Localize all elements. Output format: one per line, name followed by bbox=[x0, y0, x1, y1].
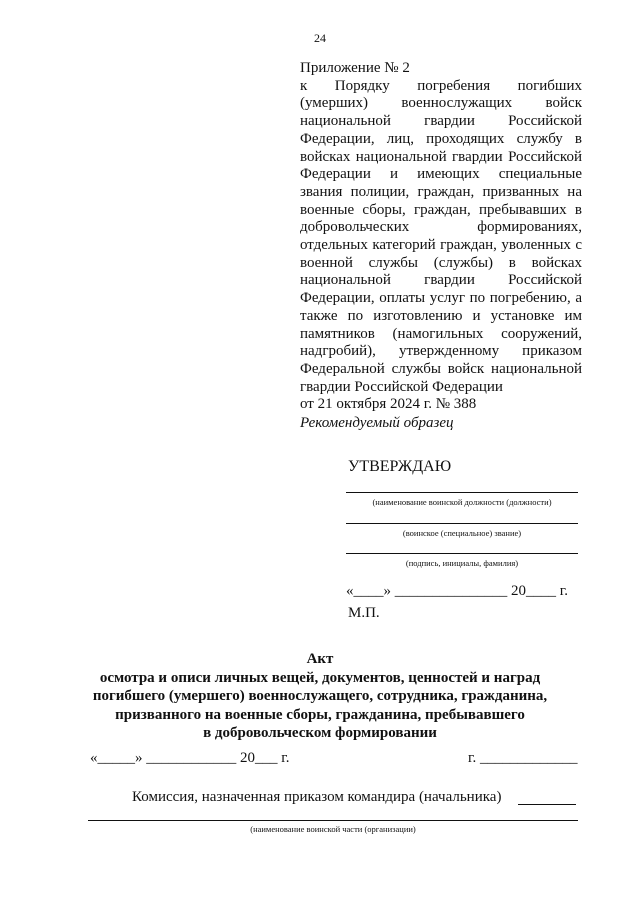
approval-title: УТВЕРЖДАЮ bbox=[348, 458, 452, 475]
unit-line bbox=[88, 820, 578, 821]
appendix-date: от 21 октября 2024 г. № 388 bbox=[300, 396, 477, 413]
act-title-line: погибшего (умершего) военнослужащего, сотрудника, гражданина, bbox=[92, 688, 548, 705]
rank-line bbox=[346, 523, 578, 524]
appendix-block bbox=[300, 60, 582, 414]
act-title-line: в добровольческом формировании bbox=[203, 725, 437, 742]
signature-caption: (подпись, инициалы, фамилия) bbox=[405, 558, 519, 568]
signature-line bbox=[346, 553, 578, 554]
act-title-line: осмотра и описи личных вещей, документов, ценностей и наград bbox=[99, 669, 541, 686]
act-title-line: призванного на военные сборы, гражданина, пребывавшего bbox=[115, 706, 525, 723]
act-date: «_____» ____________ 20___ г. bbox=[90, 750, 290, 766]
rank-caption: (воинское (специальное) звание) bbox=[402, 528, 522, 538]
position-caption: (наименование воинской должности (должности) bbox=[372, 497, 552, 507]
commission-fill-line bbox=[518, 804, 576, 805]
act-place: г. _____________ bbox=[468, 750, 578, 766]
position-line bbox=[346, 492, 578, 493]
appendix-title: Приложение № 2 bbox=[300, 60, 410, 76]
commission-text: Комиссия, назначенная приказом командира (начальника) bbox=[132, 789, 502, 805]
approval-date: «____» _______________ 20____ г. bbox=[346, 583, 568, 599]
sample-label: Рекомендуемый образец bbox=[300, 415, 454, 431]
appendix-text: к Порядку погребения погибших (умерших) военнослужащих войск национальной гвардии Российской Федерации, лиц, проходящих службу в войсках национальной гвардии Российской Федерации и имеющих специальные звания полиции, граждан, призванных на военные сборы, граждан, пребывавших в добровольческих формированиях, отдельных категорий граждан, уволенных с военной службы (службы) в войсках национальной гвардии Российской Федерации, оплаты услуг по погребению, а также по изготовлению и установке им памятников (намогильных сооружений, надгробий), утвержденному приказом Федеральной службы войск национальной гвардии Российской Федерации bbox=[300, 77, 582, 395]
page-number: 24 bbox=[314, 31, 326, 45]
seal-label: М.П. bbox=[348, 605, 380, 621]
unit-caption: (наименование воинской части (организации) bbox=[250, 824, 416, 834]
act-heading-block bbox=[60, 650, 580, 743]
act-heading: Акт bbox=[306, 651, 334, 667]
